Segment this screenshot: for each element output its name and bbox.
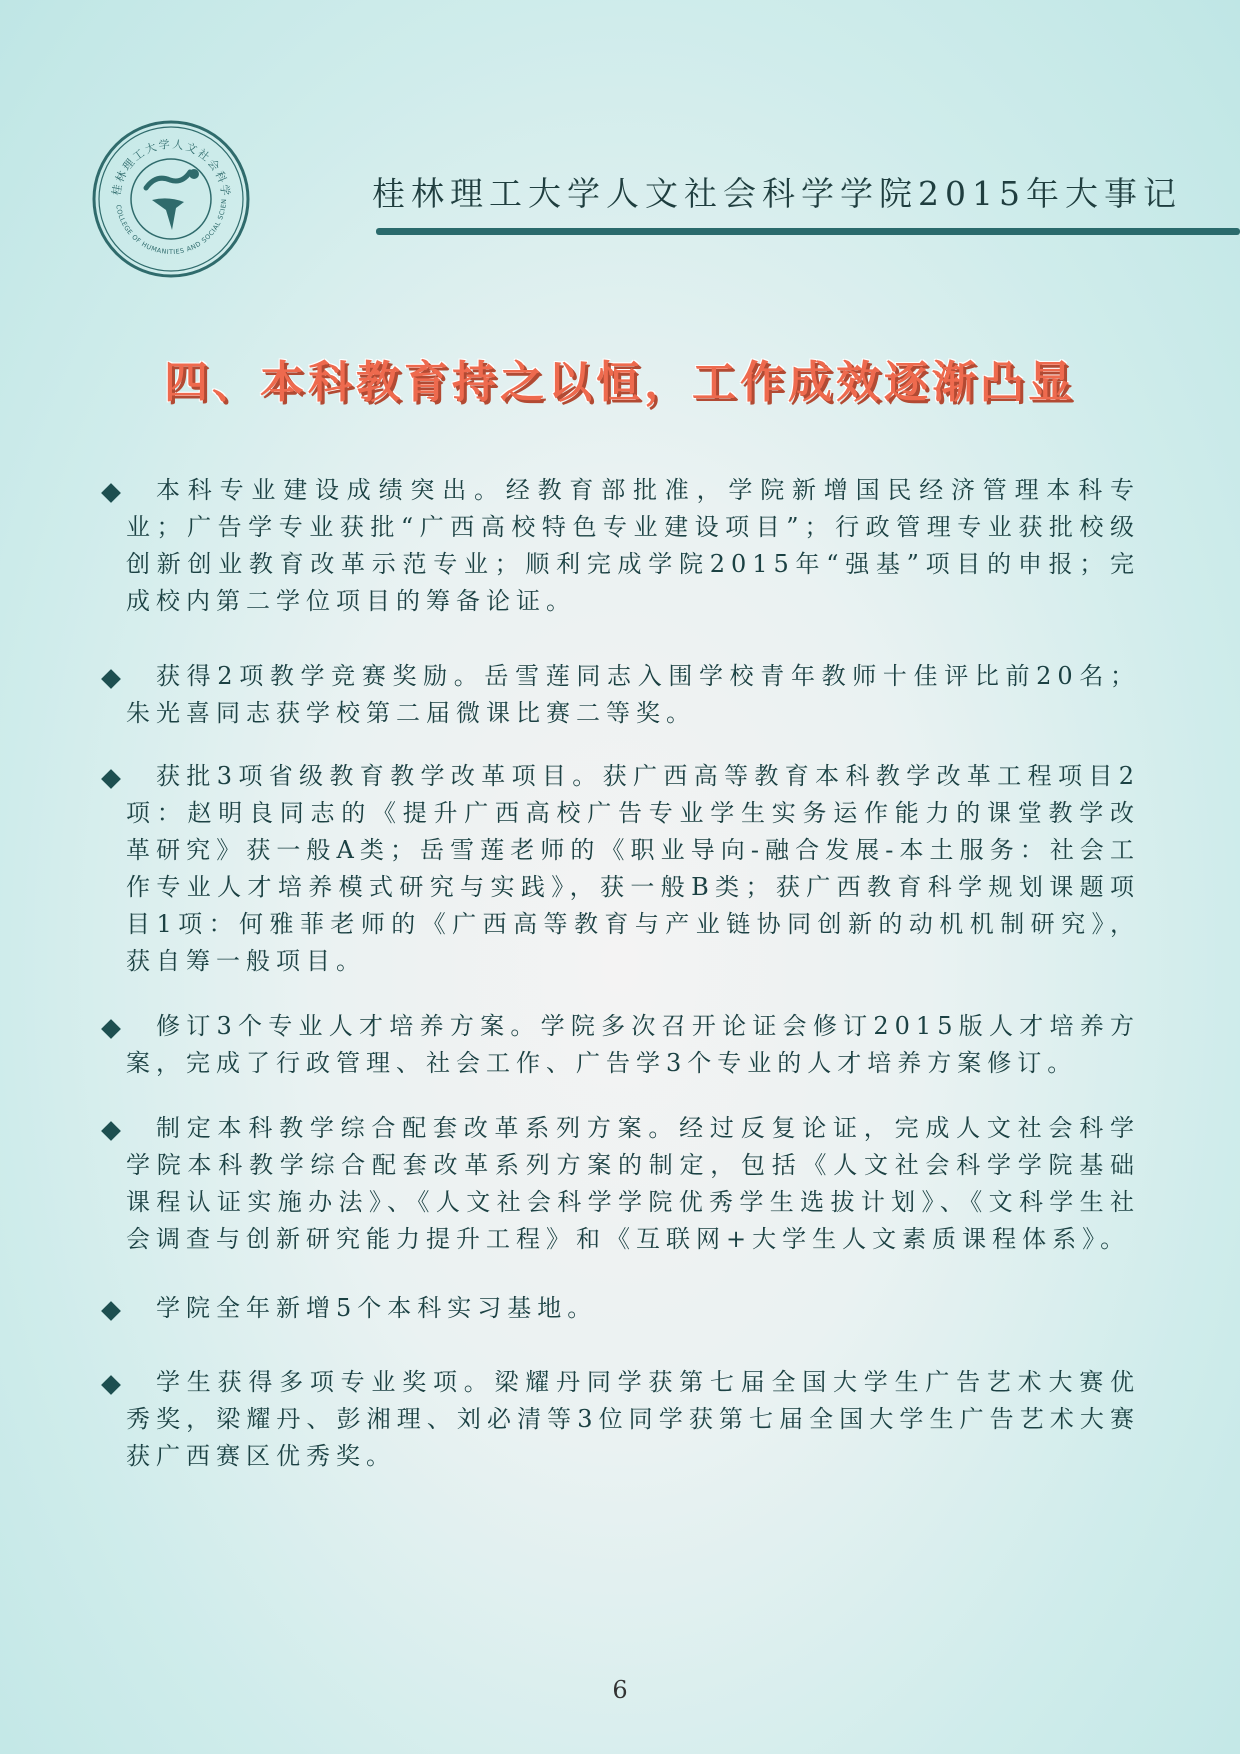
list-item (96, 1290, 1140, 1327)
diamond-bullet-icon (101, 769, 121, 789)
header-title: 桂林理工大学人文社会科学学院2015年大事记 (372, 174, 1182, 213)
list-item-text: 获得2项教学竞赛奖励。岳雪莲同志入围学校青年教师十佳评比前20名；朱光喜同志获学校第二届微课比赛二等奖。 (126, 662, 1140, 727)
list-item (96, 1364, 1140, 1475)
diamond-bullet-icon (101, 1019, 121, 1039)
logo-chinese-text: 桂林理工大学人文社会科学 (109, 137, 233, 199)
list-item-text: 学院全年新增5个本科实习基地。 (156, 1294, 598, 1322)
list-item-text: 修订3个专业人才培养方案。学院多次召开论证会修订2015版人才培养方案，完成了行政管理、社会工作、广告学3个专业的人才培养方案修订。 (126, 1012, 1140, 1077)
logo-english-text: COLLEGE OF HUMANITIES AND SOCIAL SCIEN (114, 198, 229, 257)
diamond-bullet-icon (101, 1301, 121, 1321)
page-number: 6 (612, 1676, 628, 1704)
header-divider (376, 228, 1240, 235)
diamond-bullet-icon (101, 1375, 121, 1395)
list-item-text: 制定本科教学综合配套改革系列方案。经过反复论证，完成人文社会科学学院本科教学综合配套改革系列方案的制定，包括《人文社会科学学院基础课程认证实施办法》、《人文社会科学学院优秀学生选拔计划》、《文科学生社会调查与创新研究能力提升工程》和《互联网+大学生人文素质课程体系》。 (126, 1114, 1140, 1253)
diamond-bullet-icon (101, 483, 121, 503)
svg-text:COLLEGE OF HUMANITIES AND SOCI (90, 118, 228, 256)
list-item (96, 758, 1140, 980)
diamond-bullet-icon (101, 669, 121, 689)
section-heading: 四、本科教育持之以恒，工作成效逐渐凸显 (164, 357, 1076, 408)
list-item (96, 1110, 1140, 1258)
list-item-text: 学生获得多项专业奖项。梁耀丹同学获第七届全国大学生广告艺术大赛优秀奖，梁耀丹、彭湘理、刘必清等3位同学获第七届全国大学生广告艺术大赛获广西赛区优秀奖。 (126, 1368, 1140, 1470)
college-logo (90, 118, 252, 280)
diamond-bullet-icon (101, 1121, 121, 1141)
list-item (96, 472, 1140, 620)
list-item (96, 658, 1140, 732)
list-item (96, 1008, 1140, 1082)
list-item-text: 本科专业建设成绩突出。经教育部批准，学院新增国民经济管理本科专业；广告学专业获批“广西高校特色专业建设项目”；行政管理专业获批校级创新创业教育改革示范专业；顺利完成学院2015年“强基”项目的申报；完成校内第二学位项目的筹备论证。 (126, 476, 1140, 615)
list-item-text: 获批3项省级教育教学改革项目。获广西高等教育本科教学改革工程项目2项：赵明良同志的《提升广西高校广告专业学生实务运作能力的课堂教学改革研究》获一般A类；岳雪莲老师的《职业导向-融合发展-本土服务：社会工作专业人才培养模式研究与实践》，获一般B类；获广西教育科学规划课题项目1项：何雅菲老师的《广西高等教育与产业链协同创新的动机机制研究》，获自筹一般项目。 (126, 762, 1140, 975)
